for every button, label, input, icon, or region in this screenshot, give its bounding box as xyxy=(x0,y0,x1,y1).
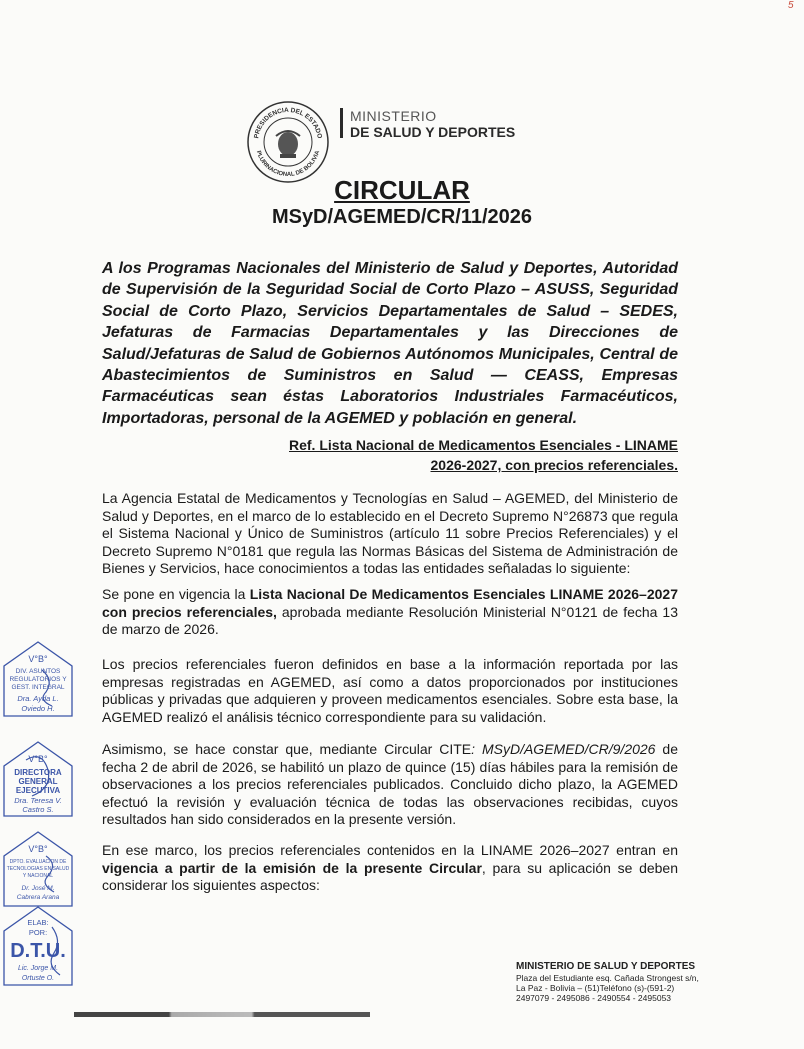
stamp-4-name-1: Lic. Jorge M. xyxy=(17,965,59,972)
paragraph-4 xyxy=(102,741,678,829)
ministry-name xyxy=(350,108,515,140)
stamp-3-head: V°B° xyxy=(28,844,48,854)
approval-stamp-3 xyxy=(2,830,74,910)
stamp-1-name-2: Oviedo H. xyxy=(21,704,55,713)
seal-bottom-text: PLURINACIONAL DE BOLIVIA xyxy=(254,150,322,179)
stamp-3-name-2: Cabrera Arana xyxy=(16,894,60,901)
p5-bold: vigencia a partir de la emisión de la presente Circular xyxy=(102,859,482,876)
ministry-line-1: MINISTERIO xyxy=(350,108,437,124)
footer-address xyxy=(516,962,699,1003)
stamp-4-name-2: Ortuste O. xyxy=(21,975,55,982)
stamp-1-head: V°B° xyxy=(28,654,48,664)
stamp-4-line-1: POR: xyxy=(28,928,48,937)
corner-mark: 5 xyxy=(788,0,794,11)
approval-stamp-1 xyxy=(2,640,74,720)
p4-italic: : MSyD/AGEMED/CR/9/2026 xyxy=(471,741,656,757)
stamp-2-name-1: Dra. Teresa V. xyxy=(14,796,62,805)
p4-text-c: de fecha 2 de abril de 2026, se habilitó un plazo de quince (15) días hábiles para la remisión de observaciones a los precios referenciales publicados. Concluido dicho plazo, la AGEMED efectuó la revisión y evaluación técnica de todas las observaciones recibidas, cuyos resultados han sido considerados en la presente versión. xyxy=(102,741,678,828)
p5-text-a: En ese marco, los precios referenciales contenidos en la LINAME 2026–2027 entran en xyxy=(102,842,678,858)
stamp-3-name-1: Dr. José M. xyxy=(21,885,55,892)
reference-line-2: 2026-2027, con precios referenciales. xyxy=(430,457,678,473)
stamp-1-line-1: DIV. ASUNTOS xyxy=(15,668,61,675)
reference xyxy=(250,435,678,475)
state-seal-icon xyxy=(246,100,330,184)
stamp-3-line-2: TECNOLOGIAS EN SALUD xyxy=(6,866,70,872)
stamp-3-line-1: DPTO. EVALUACION DE xyxy=(9,859,67,865)
approval-stamp-2 xyxy=(2,740,74,820)
stamp-1-line-3: GEST. INTEGRAL xyxy=(11,684,65,691)
ministry-line-2: DE SALUD Y DEPORTES xyxy=(350,124,516,140)
header-divider xyxy=(340,108,343,138)
p2-text-a: Se pone en vigencia la xyxy=(102,586,250,602)
footer-line-1: Plaza del Estudiante esq. Cañada Strongest s/n, xyxy=(516,973,699,983)
stamp-3-line-3: Y NACIONAL xyxy=(22,873,54,879)
paragraph-1: La Agencia Estatal de Medicamentos y Tecnologías en Salud – AGEMED, del Ministerio de Salud y Deportes, en el marco de lo establecido en el Decreto Supremo N°26873 que regula el Sistema Nacional y Único de Suministros (artículo 11 sobre Precios Referenciales) y el Decreto Supremo N°0181 que regula las Normas Básicas del Sistema de Administración de Bienes y Servicios, hace conocimientos a todas las entidades señaladas lo siguiente: xyxy=(102,490,678,577)
footer-color-bar xyxy=(74,1012,370,1017)
addressees: A los Programas Nacionales del Ministerio de Salud y Deportes, Autoridad de Supervisión de la Seguridad Social de Corto Plazo – ASUSS, Seguridad Social de Corto Plazo, Servicios Departamentales de Salud – SEDES, Jefaturas de Farmacias Departamentales y las Direcciones de Salud/Jefaturas de Salud de Gobiernos Autónomos Municipales, Central de Abastecimientos de Suministros en Salud — CEASS, Empresas Farmacéuticas sean éstas Laboratorios Industriales Farmacéuticos, Importadoras, personal de la AGEMED y población en general. xyxy=(102,260,678,427)
footer-line-3: 2497079 - 2495086 - 2490554 - 2495053 xyxy=(516,993,672,1003)
reference-line-1: Ref. Lista Nacional de Medicamentos Esenciales - LINAME xyxy=(289,437,678,453)
stamp-2-line-3: EJECUTIVA xyxy=(15,786,61,795)
stamp-4-head: ELAB: xyxy=(27,918,49,927)
stamp-2-name-2: Castro S. xyxy=(22,805,54,814)
document-title: CIRCULAR xyxy=(334,175,470,205)
stamp-2-head: V°B° xyxy=(28,754,48,764)
stamp-4-line-2: D.T.U. xyxy=(10,940,66,962)
paragraph-3: Los precios referenciales fueron definidos en base a la información reportada por las empresas registradas en AGEMED, así como a datos proporcionados por instituciones públicas y privadas que adquieren y proveen medicamentos esenciales. Sobre esta base, la AGEMED realizó el análisis técnico correspondiente para su validación. xyxy=(102,656,678,725)
p2-bold: Lista Nacional De Medicamentos Esenciales LINAME 2026–2027 con precios referenciales, xyxy=(102,586,678,620)
p4-text-a: Asimismo, se hace constar que, mediante Circular CITE xyxy=(102,741,472,757)
p2-text-c: aprobada mediante Resolución Ministerial N°0121 de fecha 13 de marzo de 2026. xyxy=(102,603,678,638)
seal-top-text: PRESIDENCIA DEL ESTADO xyxy=(253,106,323,140)
footer-ministry-name: MINISTERIO DE SALUD Y DEPORTES xyxy=(516,961,696,972)
stamp-1-line-2: REGULATORIOS Y xyxy=(9,676,67,683)
paragraph-5 xyxy=(102,842,678,895)
stamp-2-line-2: GENERAL xyxy=(18,777,58,786)
footer-line-2: La Paz - Bolivia – (51)Teléfono (s)-(591-2) xyxy=(516,983,675,993)
stamp-1-name-1: Dra. Ayda L. xyxy=(17,694,59,703)
paragraph-2 xyxy=(102,586,678,639)
stamp-2-line-1: DIRECTORA xyxy=(14,768,62,777)
document-code: MSyD/AGEMED/CR/11/2026 xyxy=(271,206,533,228)
approval-stamp-4 xyxy=(2,905,74,989)
p5-text-c: , para su aplicación se deben considerar los siguientes aspectos: xyxy=(102,859,678,894)
